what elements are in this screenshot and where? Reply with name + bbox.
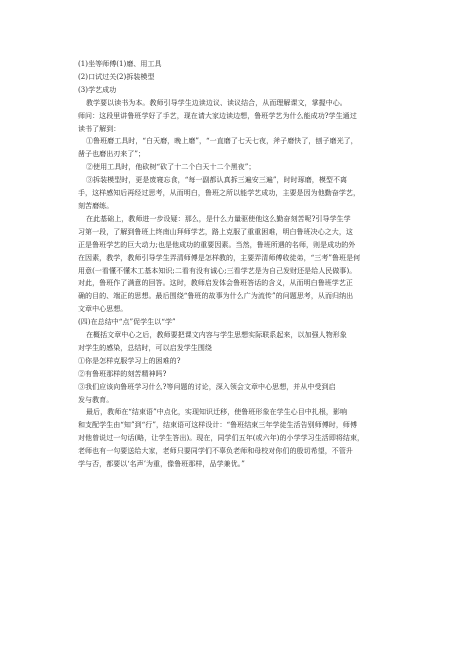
document-page xyxy=(78,58,398,471)
paragraph-line: 师问：这段里讲鲁班学好了手艺，现在请大家边读边想，鲁班学艺为什么能成功?学生通过 xyxy=(78,111,357,120)
paragraph-line: 在此基础上，教师进一步设疑：那么，是什么力量驱使他这么勤奋刻苦呢?引导学生学 xyxy=(86,214,351,223)
paragraph-line: 文章中心思想。 xyxy=(78,305,128,314)
paragraph-line: 教学要以读书为本。教师引导学生边读边议、读议结合，从而理解课文，掌握中心。 xyxy=(86,98,347,107)
numbered-item-2: ②使用工具时，他砍树“砍了十二个白天十二个黑夜”； xyxy=(86,163,256,172)
outline-item-1: (1)坐等师傅(1)磨、用工具 xyxy=(78,60,162,68)
question-item-2: ②有鲁班那样的刻苦精神吗? xyxy=(78,369,167,378)
paragraph-line: 确的目的、端正的思想。最后围绕“鲁班的故事为什么广为流传”的问题思考，从而归纳出 xyxy=(78,292,354,301)
outline-item-2: (2)口试过关(2)拆装模型 xyxy=(78,72,155,81)
paragraph-line: 最后，教师在“结束语”中点化，实现知识迁移，使鲁班形象在学生心目中扎根，影响 xyxy=(86,408,348,417)
numbered-item-1: ①鲁班磨工具时，“白天磨，晚上磨”，“一直磨了七天七夜，斧子磨快了，刨子磨光了， xyxy=(86,137,358,146)
outline-item-3: (3)学艺成功 xyxy=(78,85,117,94)
question-item-3: ③我们应该向鲁班学习什么?等问题的讨论，深入领会文章中心思想，并从中受到启 xyxy=(78,382,336,391)
paragraph-line: 和支配学生由“知”到“行”，结束语可这样设计：“鲁班结束三年学徒生活告别师傅时，师傅 xyxy=(78,421,357,430)
paragraph-line: 老师也有一句要送给大家，老师只要同学们不辜负老师和母校对你们的殷切希望，不管升 xyxy=(78,447,353,456)
paragraph-line: 手，这样感知后再经过思考，从而明白，鲁班之所以能学艺成功，主要是因为他勤奋学艺， xyxy=(78,189,360,198)
paragraph-line: 习第一段，了解到鲁班上终南山拜师学艺，路上克服了重重困难，明白鲁班决心之大，这 xyxy=(78,227,353,236)
paragraph-line: 正是鲁班学艺的巨大动力;也是他成功的重要因素。当然，鲁班所遇的名师，则是成功的外 xyxy=(78,240,356,249)
paragraph-line: 对他曾说过一句话(略，让学生答出)。现在，同学们五年(或六年)的小学学习生活即将结束， xyxy=(78,434,365,443)
paragraph-line: 读书了解到： xyxy=(78,124,121,133)
question-item-1: ①你是怎样克服学习上的困难的? xyxy=(78,356,181,365)
numbered-item-3: ③拆装模型时，更是废寝忘食，“每一副都认真拆三遍安三遍”，时时琢磨，模型不离 xyxy=(86,176,348,185)
paragraph-line: 在概括文章中心之后，教师要把课文内容与学生思想实际联系起来，以加强人物形象 xyxy=(86,331,347,340)
paragraph-line: 在因素，教学，教师引导学生弄清师傅是怎样教的，主要弄清师傅收徒弟，“三考”鲁班是何 xyxy=(78,253,361,262)
paragraph-line: 凿子也磨出刃来了”； xyxy=(78,150,146,159)
paragraph-line: 刻苦磨练。 xyxy=(78,201,114,210)
paragraph-line: 对学生的感染，总结时，可以启发学生围绕 xyxy=(78,343,212,352)
paragraph-line: 用意(一看懂不懂木工基本知识;二看有没有诚心;三看学艺是为自己发财还是给人民做事)。 xyxy=(78,266,357,275)
paragraph-line: 对此，鲁班作了满意的回答。这时，教师启发体会鲁班答话的含义，从而明白鲁班学艺正 xyxy=(78,279,353,288)
section-heading: (四)在总结中“点”促学生以“学” xyxy=(78,318,176,327)
paragraph-line: 发与教育。 xyxy=(78,395,114,404)
paragraph-line: 学与否，都要以‘名声’为重，像鲁班那样，品学兼优。” xyxy=(78,460,245,469)
